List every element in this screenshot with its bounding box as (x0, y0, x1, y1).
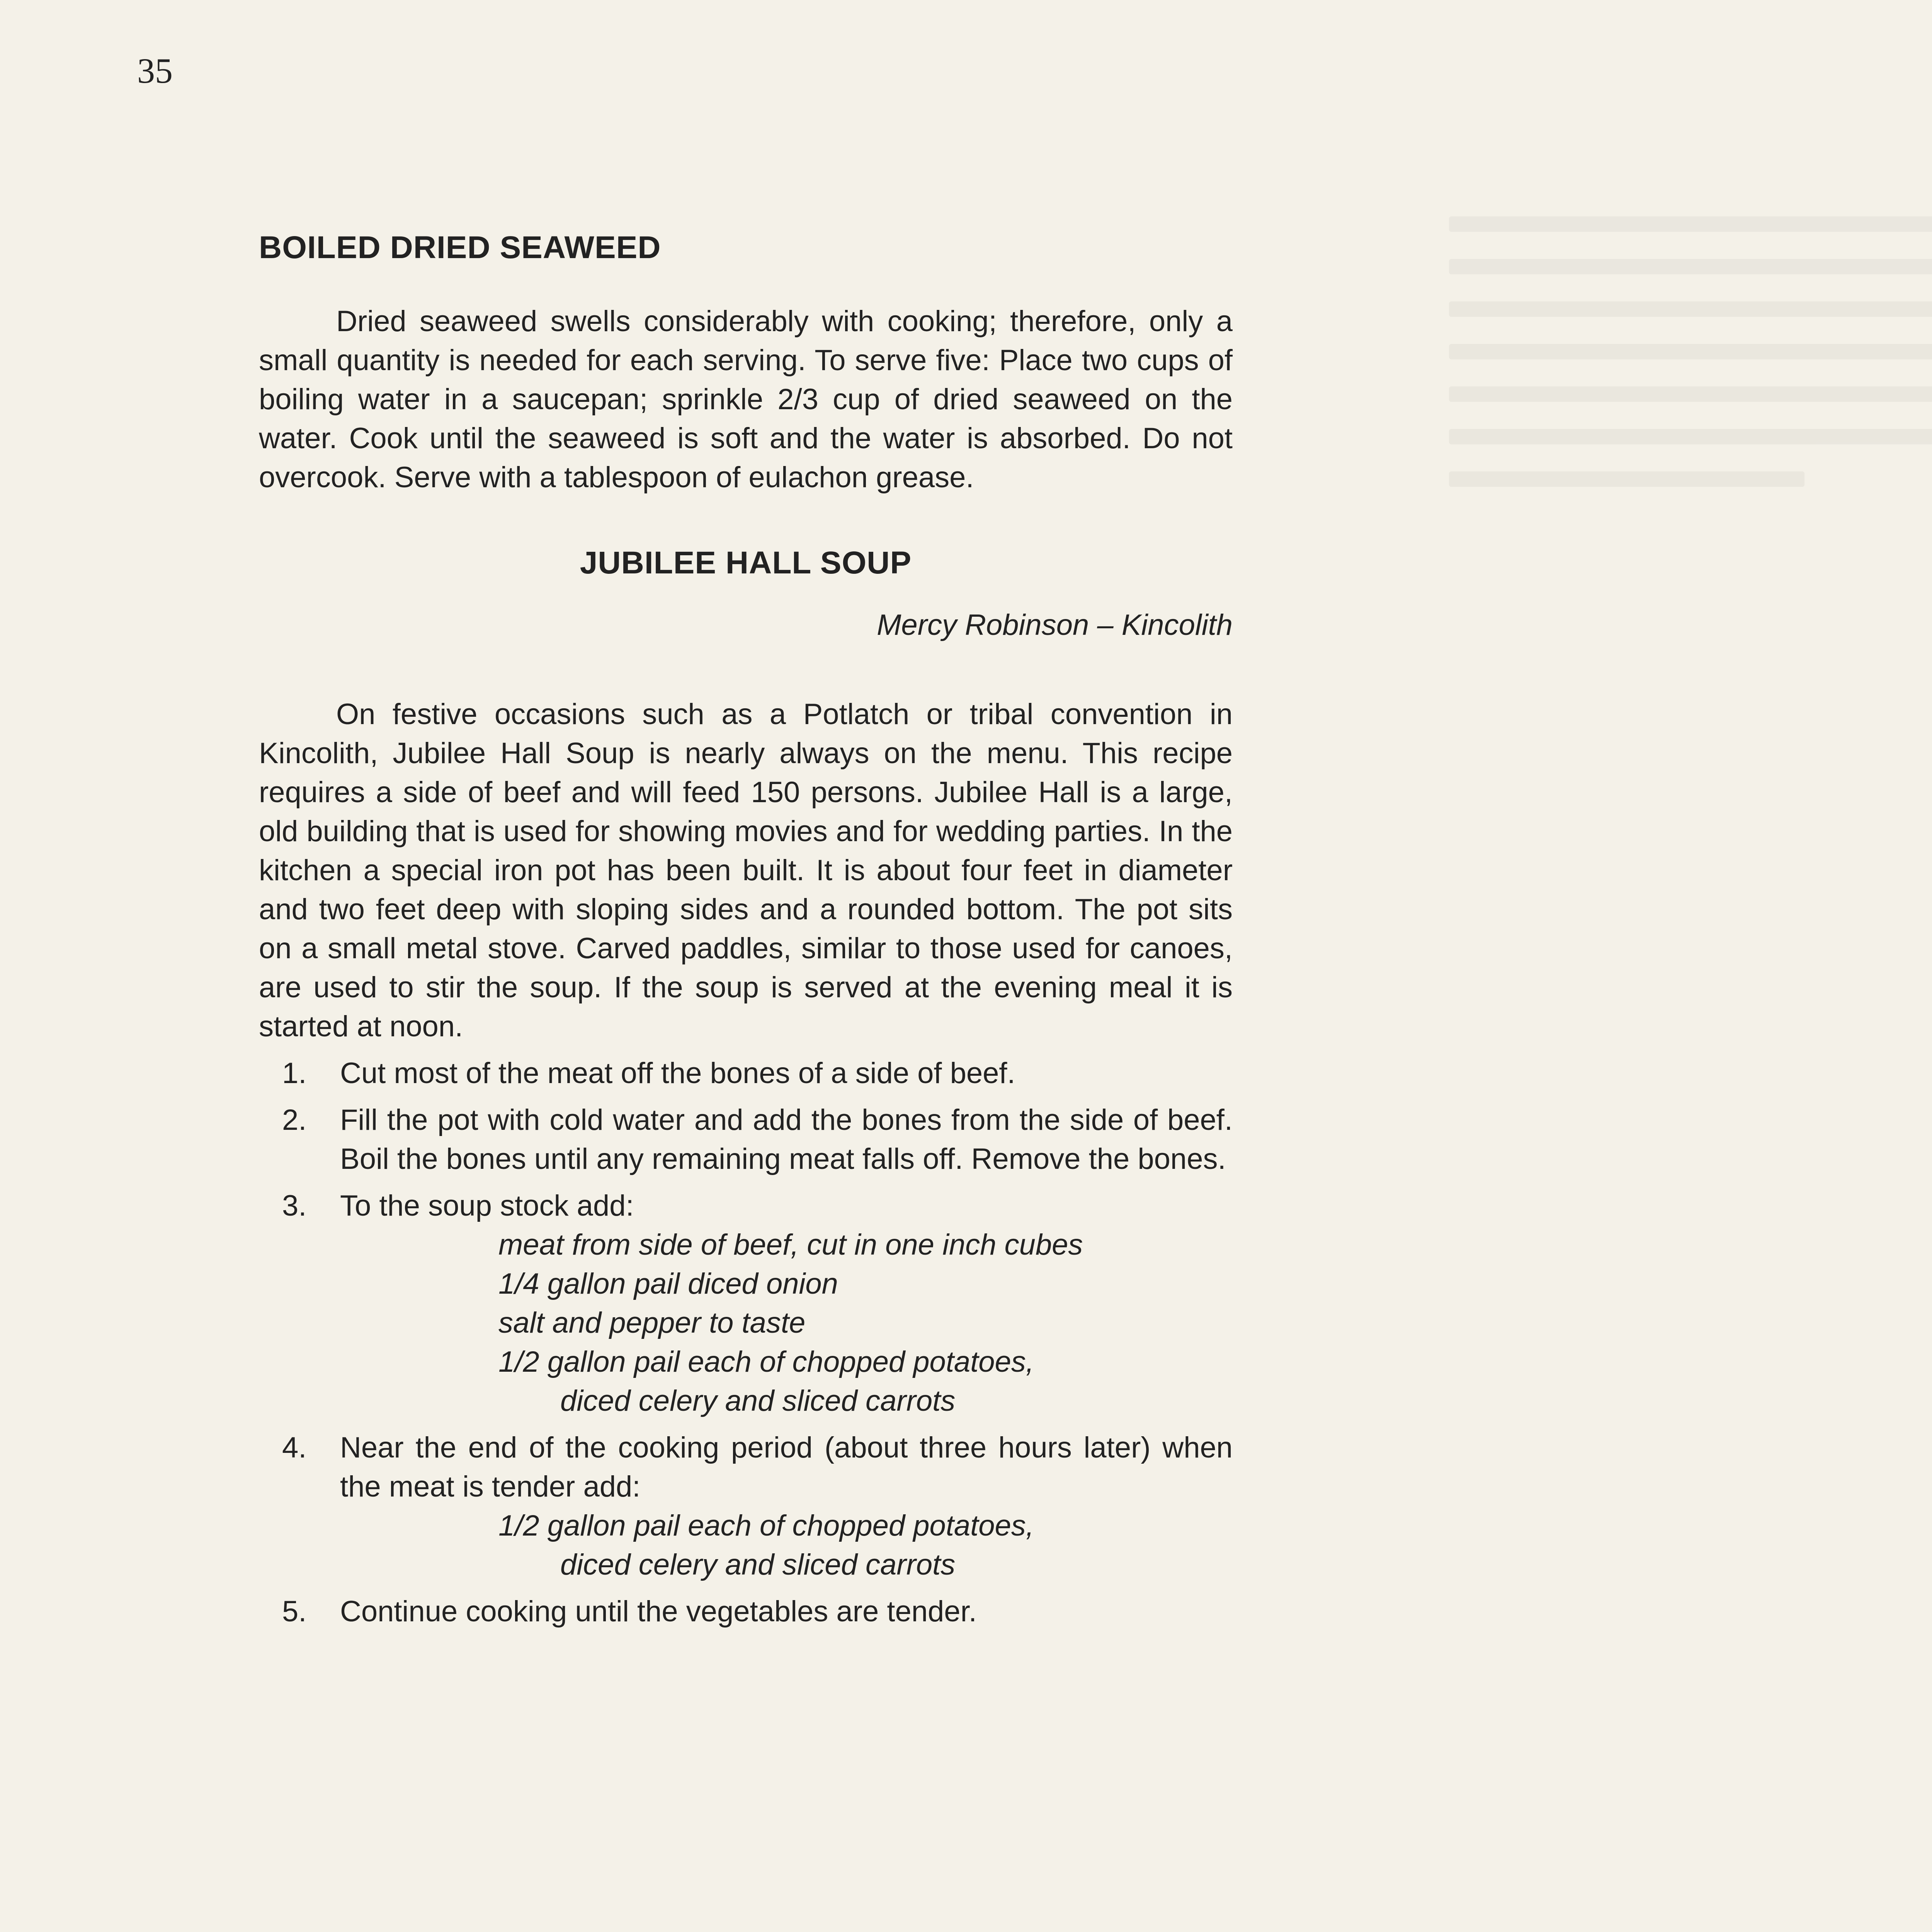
ingredient-line: meat from side of beef, cut in one inch cubes (498, 1228, 1083, 1261)
step-item (259, 1186, 1233, 1420)
step-text: Cut most of the meat off the bones of a side of beef. (340, 1057, 1015, 1090)
step-block (340, 1186, 1233, 1420)
text-column (259, 228, 1233, 1639)
page-number: 35 (137, 51, 173, 90)
soup-intro: On festive occasions such as a Potlatch or tribal convention in Kincolith, Jubilee Hall Soup is nearly always on the menu. This recipe requires a side of beef and will feed 150 persons. Jubilee Hall is a large, old building that is used for showing movies and for wedding parties. In the kitchen a special iron pot has been built. It is about four feet in diameter and two feet deep with sloping sides and a rounded bottom. The pot sits on a small metal stove. Carved paddles, similar to those used for canoes, are used to stir the soup. If the soup is served at the evening meal it is started at noon. (259, 698, 1233, 1043)
ingredient-line: diced celery and sliced carrots (560, 1384, 956, 1417)
recipe-title-seaweed: BOILED DRIED SEAWEED (259, 230, 661, 265)
step-number: 2. (282, 1104, 307, 1136)
ingredient-line: diced celery and sliced carrots (560, 1548, 956, 1581)
seaweed-instructions: Dried seaweed swells considerably with cooking; therefore, only a small quantity is needed for each serving. To serve five: Place two cups of boiling water in a saucepan; sprinkle 2/3 cup of dried seaweed on the water. Cook until the seaweed is soft and the water is absorbed. Do not overcook. Serve with a tablespoon of eulachon grease. (259, 305, 1233, 494)
ingredient-list (498, 1506, 1233, 1584)
step-item (259, 1592, 1233, 1631)
ingredient-line: salt and pepper to taste (498, 1306, 806, 1339)
step-text: Fill the pot with cold water and add the bones from the side of beef. Boil the bones until any remaining meat falls off. Remove the bones. (340, 1104, 1233, 1175)
recipe-title-soup: JUBILEE HALL SOUP (580, 545, 912, 580)
step-item (259, 1054, 1233, 1093)
ingredient-list (498, 1225, 1233, 1420)
step-item (259, 1100, 1233, 1179)
ingredient-line: 1/2 gallon pail each of chopped potatoes, (498, 1345, 1034, 1378)
step-item (259, 1428, 1233, 1584)
step-text: To the soup stock add: (340, 1189, 634, 1222)
step-number: 4. (282, 1431, 307, 1464)
recipe-byline: Mercy Robinson – Kincolith (877, 609, 1233, 641)
show-through-text (1449, 216, 1932, 1646)
step-number: 1. (282, 1057, 307, 1090)
step-text: Continue cooking until the vegetables are tender. (340, 1595, 977, 1628)
step-text: Near the end of the cooking period (about three hours later) when the meat is tender add: (340, 1431, 1233, 1503)
step-number: 3. (282, 1189, 307, 1222)
soup-steps (259, 1054, 1233, 1631)
ingredient-line: 1/4 gallon pail diced onion (498, 1267, 838, 1300)
step-number: 5. (282, 1595, 307, 1628)
ingredient-line: 1/2 gallon pail each of chopped potatoes, (498, 1509, 1034, 1542)
step-block (340, 1428, 1233, 1584)
